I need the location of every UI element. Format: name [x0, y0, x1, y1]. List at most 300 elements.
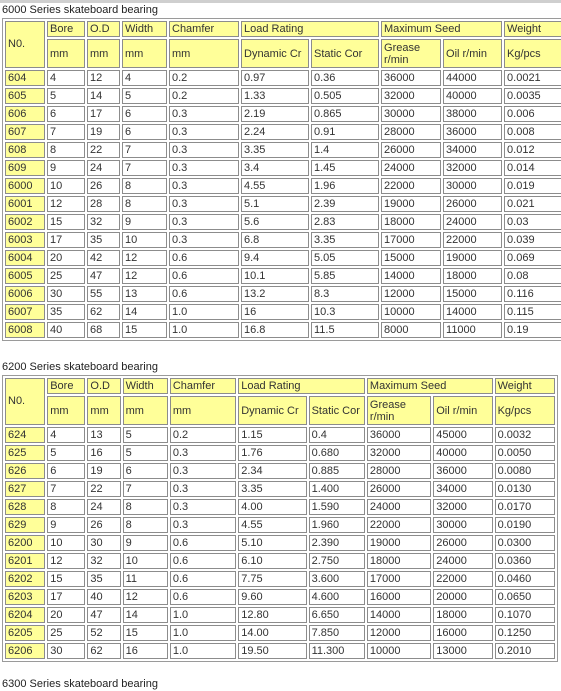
cell-weight: 0.116 — [504, 286, 561, 302]
cell-oil-speed: 22000 — [443, 232, 502, 248]
cell-chamfer: 0.6 — [170, 553, 236, 569]
cell-static-load: 0.885 — [309, 463, 365, 479]
cell-od: 62 — [87, 643, 120, 659]
cell-width: 6 — [122, 124, 167, 140]
cell-grease-speed: 12000 — [381, 286, 441, 302]
header-chamfer: Chamfer — [170, 378, 236, 394]
cell-dynamic-load: 2.19 — [241, 106, 309, 122]
cell-oil-speed: 32000 — [433, 499, 492, 515]
cell-bearing-no: 6205 — [5, 625, 45, 641]
cell-bearing-no: 625 — [5, 445, 45, 461]
cell-weight: 0.039 — [504, 232, 561, 248]
subheader-chamfer-unit: mm — [169, 39, 239, 68]
subheader-static: Static Cor — [309, 396, 365, 425]
cell-bore: 7 — [47, 124, 85, 140]
cell-static-load: 0.680 — [309, 445, 365, 461]
cell-dynamic-load: 4.55 — [238, 517, 306, 533]
cell-grease-speed: 28000 — [381, 124, 441, 140]
cell-od: 16 — [87, 445, 120, 461]
cell-width: 16 — [123, 643, 168, 659]
cell-bore: 25 — [47, 268, 85, 284]
cell-chamfer: 0.2 — [169, 88, 239, 104]
cell-od: 19 — [87, 124, 120, 140]
cell-chamfer: 1.0 — [170, 625, 236, 641]
cell-grease-speed: 24000 — [381, 160, 441, 176]
cell-bearing-no: 6003 — [5, 232, 45, 248]
cell-oil-speed: 36000 — [433, 463, 492, 479]
cell-dynamic-load: 3.4 — [241, 160, 309, 176]
cell-bearing-no: 608 — [5, 142, 45, 158]
cell-bearing-no: 627 — [5, 481, 45, 497]
cell-chamfer: 1.0 — [170, 643, 236, 659]
cell-grease-speed: 17000 — [381, 232, 441, 248]
table-row — [5, 427, 555, 443]
cell-od: 14 — [87, 88, 120, 104]
cell-width: 7 — [123, 481, 168, 497]
cell-width: 15 — [122, 322, 167, 338]
cell-width: 7 — [122, 160, 167, 176]
section-title-6300: 6300 Series skateboard bearing — [2, 678, 158, 690]
spec-table-6200 — [2, 375, 558, 662]
cell-width: 13 — [122, 286, 167, 302]
table-row — [5, 517, 555, 533]
cell-dynamic-load: 3.35 — [238, 481, 306, 497]
cell-oil-speed: 40000 — [443, 88, 502, 104]
cell-static-load: 0.505 — [311, 88, 379, 104]
cell-weight: 0.019 — [504, 178, 561, 194]
cell-dynamic-load: 7.75 — [238, 571, 306, 587]
cell-bearing-no: 629 — [5, 517, 45, 533]
cell-weight: 0.19 — [504, 322, 561, 338]
header-load-rating: Load Rating — [241, 21, 379, 37]
cell-grease-speed: 17000 — [367, 571, 431, 587]
table-row — [5, 589, 555, 605]
cell-static-load: 2.750 — [309, 553, 365, 569]
cell-static-load: 8.3 — [311, 286, 379, 302]
cell-bore: 25 — [47, 625, 85, 641]
cell-static-load: 6.650 — [309, 607, 365, 623]
cell-static-load: 1.400 — [309, 481, 365, 497]
cell-oil-speed: 16000 — [433, 625, 492, 641]
subheader-row — [5, 39, 561, 68]
cell-chamfer: 0.6 — [169, 250, 239, 266]
cell-width: 8 — [122, 196, 167, 212]
cell-weight: 0.0080 — [495, 463, 555, 479]
table-row — [5, 445, 555, 461]
table-row — [5, 322, 561, 338]
cell-oil-speed: 22000 — [433, 571, 492, 587]
cell-od: 68 — [87, 322, 120, 338]
cell-weight: 0.0021 — [504, 70, 561, 86]
top-strip — [0, 0, 561, 3]
subheader-grease: Grease r/min — [367, 396, 431, 425]
cell-oil-speed: 26000 — [433, 535, 492, 551]
cell-od: 32 — [87, 553, 120, 569]
cell-bore: 6 — [47, 106, 85, 122]
cell-grease-speed: 26000 — [367, 481, 431, 497]
cell-width: 10 — [122, 232, 167, 248]
cell-width: 12 — [123, 589, 168, 605]
cell-oil-speed: 32000 — [443, 160, 502, 176]
cell-grease-speed: 26000 — [381, 142, 441, 158]
table-row — [5, 268, 561, 284]
cell-bore: 8 — [47, 142, 85, 158]
cell-oil-speed: 38000 — [443, 106, 502, 122]
cell-bearing-no: 6204 — [5, 607, 45, 623]
cell-chamfer: 0.3 — [170, 481, 236, 497]
cell-chamfer: 0.3 — [169, 232, 239, 248]
cell-bearing-no: 6005 — [5, 268, 45, 284]
cell-dynamic-load: 5.1 — [241, 196, 309, 212]
cell-grease-speed: 30000 — [381, 106, 441, 122]
cell-width: 8 — [123, 517, 168, 533]
cell-weight: 0.0300 — [495, 535, 555, 551]
cell-weight: 0.0035 — [504, 88, 561, 104]
cell-weight: 0.115 — [504, 304, 561, 320]
cell-oil-speed: 18000 — [433, 607, 492, 623]
cell-oil-speed: 30000 — [433, 517, 492, 533]
header-max-speed: Maximum Seed — [367, 378, 493, 394]
cell-od: 40 — [87, 589, 120, 605]
cell-chamfer: 0.3 — [170, 445, 236, 461]
cell-weight: 0.0130 — [495, 481, 555, 497]
table-row — [5, 70, 561, 86]
cell-static-load: 2.83 — [311, 214, 379, 230]
cell-grease-speed: 10000 — [381, 304, 441, 320]
cell-bore: 9 — [47, 517, 85, 533]
cell-oil-speed: 18000 — [443, 268, 502, 284]
subheader-od-unit: mm — [87, 396, 120, 425]
table-row — [5, 286, 561, 302]
cell-static-load: 1.960 — [309, 517, 365, 533]
header-chamfer: Chamfer — [169, 21, 239, 37]
cell-chamfer: 0.6 — [170, 571, 236, 587]
cell-chamfer: 0.6 — [170, 589, 236, 605]
cell-chamfer: 0.3 — [169, 124, 239, 140]
cell-od: 19 — [87, 463, 120, 479]
header-weight: Weight — [495, 378, 555, 394]
cell-width: 8 — [122, 178, 167, 194]
cell-grease-speed: 22000 — [381, 178, 441, 194]
cell-static-load: 1.590 — [309, 499, 365, 515]
table-row — [5, 160, 561, 176]
cell-dynamic-load: 5.6 — [241, 214, 309, 230]
cell-width: 4 — [122, 70, 167, 86]
cell-width: 6 — [123, 463, 168, 479]
cell-od: 24 — [87, 499, 120, 515]
cell-oil-speed: 24000 — [433, 553, 492, 569]
cell-chamfer: 0.3 — [169, 106, 239, 122]
cell-width: 5 — [123, 427, 168, 443]
subheader-row — [5, 396, 555, 425]
cell-grease-speed: 12000 — [367, 625, 431, 641]
cell-static-load: 5.05 — [311, 250, 379, 266]
subheader-bore-unit: mm — [47, 39, 85, 68]
cell-bearing-no: 626 — [5, 463, 45, 479]
cell-chamfer: 0.2 — [170, 427, 236, 443]
cell-oil-speed: 14000 — [443, 304, 502, 320]
cell-weight: 0.006 — [504, 106, 561, 122]
cell-dynamic-load: 1.15 — [238, 427, 306, 443]
cell-bore: 9 — [47, 160, 85, 176]
header-no: N0. — [5, 378, 45, 425]
cell-bore: 35 — [47, 304, 85, 320]
cell-dynamic-load: 16 — [241, 304, 309, 320]
cell-oil-speed: 34000 — [443, 142, 502, 158]
cell-bore: 8 — [47, 499, 85, 515]
table-row — [5, 142, 561, 158]
cell-static-load: 11.300 — [309, 643, 365, 659]
cell-grease-speed: 18000 — [381, 214, 441, 230]
table-row — [5, 106, 561, 122]
table-row — [5, 643, 555, 659]
cell-weight: 0.1070 — [495, 607, 555, 623]
cell-width: 12 — [122, 268, 167, 284]
table-row — [5, 571, 555, 587]
cell-chamfer: 1.0 — [170, 607, 236, 623]
cell-grease-speed: 36000 — [381, 70, 441, 86]
cell-chamfer: 1.0 — [169, 322, 239, 338]
cell-dynamic-load: 13.2 — [241, 286, 309, 302]
cell-od: 55 — [87, 286, 120, 302]
cell-static-load: 0.36 — [311, 70, 379, 86]
table-row — [5, 535, 555, 551]
cell-bearing-no: 628 — [5, 499, 45, 515]
cell-weight: 0.008 — [504, 124, 561, 140]
cell-bearing-no: 606 — [5, 106, 45, 122]
cell-chamfer: 0.3 — [169, 160, 239, 176]
cell-od: 35 — [87, 571, 120, 587]
cell-oil-speed: 44000 — [443, 70, 502, 86]
cell-weight: 0.1250 — [495, 625, 555, 641]
header-no: N0. — [5, 21, 45, 68]
cell-bore: 20 — [47, 250, 85, 266]
cell-chamfer: 0.2 — [169, 70, 239, 86]
cell-width: 9 — [122, 214, 167, 230]
cell-od: 24 — [87, 160, 120, 176]
cell-dynamic-load: 19.50 — [238, 643, 306, 659]
cell-grease-speed: 19000 — [381, 196, 441, 212]
cell-grease-speed: 32000 — [381, 88, 441, 104]
table-row — [5, 214, 561, 230]
header-weight: Weight — [504, 21, 561, 37]
cell-bore: 40 — [47, 322, 85, 338]
cell-width: 6 — [122, 106, 167, 122]
cell-bearing-no: 6202 — [5, 571, 45, 587]
cell-bearing-no: 607 — [5, 124, 45, 140]
cell-bore: 10 — [47, 535, 85, 551]
table-row — [5, 124, 561, 140]
cell-chamfer: 0.3 — [170, 463, 236, 479]
cell-width: 5 — [123, 445, 168, 461]
cell-bore: 10 — [47, 178, 85, 194]
table-row — [5, 553, 555, 569]
cell-dynamic-load: 6.8 — [241, 232, 309, 248]
cell-chamfer: 0.3 — [169, 214, 239, 230]
table-row — [5, 499, 555, 515]
subheader-od-unit: mm — [87, 39, 120, 68]
cell-bore: 7 — [47, 481, 85, 497]
cell-weight: 0.012 — [504, 142, 561, 158]
cell-oil-speed: 34000 — [433, 481, 492, 497]
cell-bearing-no: 6201 — [5, 553, 45, 569]
cell-grease-speed: 36000 — [367, 427, 431, 443]
cell-width: 7 — [122, 142, 167, 158]
header-load-rating: Load Rating — [238, 378, 365, 394]
cell-static-load: 3.600 — [309, 571, 365, 587]
section-title-6200: 6200 Series skateboard bearing — [2, 361, 158, 373]
cell-grease-speed: 16000 — [367, 589, 431, 605]
cell-dynamic-load: 3.35 — [241, 142, 309, 158]
cell-od: 22 — [87, 142, 120, 158]
cell-oil-speed: 40000 — [433, 445, 492, 461]
header-width: Width — [123, 378, 168, 394]
cell-bearing-no: 6203 — [5, 589, 45, 605]
subheader-dynamic: Dynamic Cr — [241, 39, 309, 68]
cell-grease-speed: 32000 — [367, 445, 431, 461]
cell-static-load: 0.91 — [311, 124, 379, 140]
cell-width: 15 — [123, 625, 168, 641]
cell-bore: 4 — [47, 70, 85, 86]
cell-static-load: 1.96 — [311, 178, 379, 194]
cell-bearing-no: 605 — [5, 88, 45, 104]
table-row — [5, 304, 561, 320]
header-od: O.D — [87, 21, 120, 37]
cell-bore: 12 — [47, 553, 85, 569]
cell-bearing-no: 6001 — [5, 196, 45, 212]
cell-dynamic-load: 5.10 — [238, 535, 306, 551]
table-row — [5, 88, 561, 104]
cell-width: 10 — [123, 553, 168, 569]
header-row — [5, 21, 561, 37]
subheader-oil: Oil r/min — [433, 396, 492, 425]
cell-grease-speed: 18000 — [367, 553, 431, 569]
cell-grease-speed: 10000 — [367, 643, 431, 659]
cell-weight: 0.069 — [504, 250, 561, 266]
cell-grease-speed: 14000 — [381, 268, 441, 284]
subheader-dynamic: Dynamic Cr — [238, 396, 306, 425]
cell-static-load: 7.850 — [309, 625, 365, 641]
cell-static-load: 1.45 — [311, 160, 379, 176]
cell-oil-speed: 30000 — [443, 178, 502, 194]
cell-dynamic-load: 2.34 — [238, 463, 306, 479]
cell-dynamic-load: 16.8 — [241, 322, 309, 338]
cell-od: 42 — [87, 250, 120, 266]
cell-chamfer: 0.3 — [169, 142, 239, 158]
cell-grease-speed: 22000 — [367, 517, 431, 533]
subheader-oil: Oil r/min — [443, 39, 502, 68]
table-row — [5, 463, 555, 479]
cell-grease-speed: 28000 — [367, 463, 431, 479]
cell-od: 22 — [87, 481, 120, 497]
cell-od: 26 — [87, 178, 120, 194]
cell-bearing-no: 6200 — [5, 535, 45, 551]
cell-weight: 0.03 — [504, 214, 561, 230]
table-row — [5, 625, 555, 641]
cell-bore: 17 — [47, 589, 85, 605]
cell-weight: 0.0460 — [495, 571, 555, 587]
subheader-chamfer-unit: mm — [170, 396, 236, 425]
cell-grease-speed: 15000 — [381, 250, 441, 266]
cell-chamfer: 0.6 — [170, 535, 236, 551]
cell-oil-speed: 11000 — [443, 322, 502, 338]
cell-bearing-no: 624 — [5, 427, 45, 443]
cell-grease-speed: 14000 — [367, 607, 431, 623]
cell-weight: 0.014 — [504, 160, 561, 176]
cell-static-load: 0.865 — [311, 106, 379, 122]
cell-bore: 15 — [47, 214, 85, 230]
cell-bore: 30 — [47, 286, 85, 302]
cell-static-load: 10.3 — [311, 304, 379, 320]
section-title-6000: 6000 Series skateboard bearing — [2, 4, 158, 16]
cell-static-load: 1.4 — [311, 142, 379, 158]
cell-static-load: 11.5 — [311, 322, 379, 338]
cell-dynamic-load: 9.4 — [241, 250, 309, 266]
cell-dynamic-load: 4.55 — [241, 178, 309, 194]
cell-oil-speed: 36000 — [443, 124, 502, 140]
cell-od: 62 — [87, 304, 120, 320]
table-row — [5, 250, 561, 266]
cell-bearing-no: 6000 — [5, 178, 45, 194]
cell-width: 5 — [122, 88, 167, 104]
cell-weight: 0.0032 — [495, 427, 555, 443]
header-bore: Bore — [47, 378, 85, 394]
cell-bearing-no: 6002 — [5, 214, 45, 230]
cell-chamfer: 0.3 — [169, 178, 239, 194]
cell-static-load: 5.85 — [311, 268, 379, 284]
spec-table-6000 — [2, 18, 561, 341]
cell-bore: 20 — [47, 607, 85, 623]
cell-grease-speed: 24000 — [367, 499, 431, 515]
cell-width: 14 — [122, 304, 167, 320]
cell-od: 32 — [87, 214, 120, 230]
header-od: O.D — [87, 378, 120, 394]
subheader-width-unit: mm — [123, 396, 168, 425]
cell-dynamic-load: 10.1 — [241, 268, 309, 284]
cell-width: 9 — [123, 535, 168, 551]
cell-od: 30 — [87, 535, 120, 551]
cell-bearing-no: 609 — [5, 160, 45, 176]
cell-chamfer: 1.0 — [169, 304, 239, 320]
cell-dynamic-load: 6.10 — [238, 553, 306, 569]
cell-weight: 0.0190 — [495, 517, 555, 533]
cell-width: 8 — [123, 499, 168, 515]
cell-od: 13 — [87, 427, 120, 443]
cell-static-load: 0.4 — [309, 427, 365, 443]
cell-dynamic-load: 12.80 — [238, 607, 306, 623]
cell-weight: 0.0360 — [495, 553, 555, 569]
cell-bore: 12 — [47, 196, 85, 212]
subheader-width-unit: mm — [122, 39, 167, 68]
cell-oil-speed: 20000 — [433, 589, 492, 605]
cell-dynamic-load: 9.60 — [238, 589, 306, 605]
cell-dynamic-load: 1.33 — [241, 88, 309, 104]
subheader-weight-unit: Kg/pcs — [504, 39, 561, 68]
cell-bore: 5 — [47, 88, 85, 104]
cell-chamfer: 0.3 — [170, 517, 236, 533]
cell-chamfer: 0.3 — [170, 499, 236, 515]
cell-dynamic-load: 0.97 — [241, 70, 309, 86]
cell-width: 11 — [123, 571, 168, 587]
table-row — [5, 607, 555, 623]
cell-dynamic-load: 14.00 — [238, 625, 306, 641]
cell-bore: 4 — [47, 427, 85, 443]
cell-weight: 0.021 — [504, 196, 561, 212]
cell-od: 26 — [87, 517, 120, 533]
cell-width: 14 — [123, 607, 168, 623]
cell-dynamic-load: 2.24 — [241, 124, 309, 140]
cell-chamfer: 0.3 — [169, 196, 239, 212]
